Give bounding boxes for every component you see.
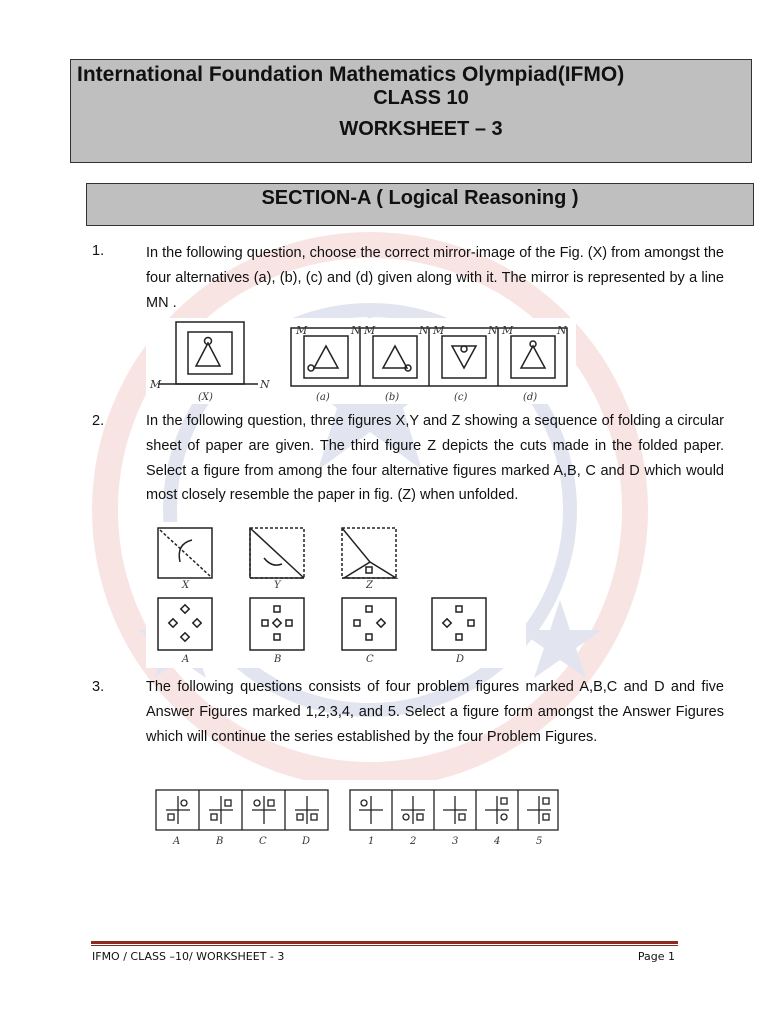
answer-label-1: 1: [368, 836, 375, 847]
olympiad-title: International Foundation Mathematics Olympiad(IFMO): [77, 63, 625, 86]
footer-rule: [91, 941, 678, 944]
figure-label-a: (a): [316, 392, 330, 403]
question-3-number: 3.: [92, 679, 105, 695]
mirror-label-m: M: [150, 378, 162, 391]
option-c-mirror-m: M: [433, 324, 445, 337]
question-3-text: The following questions consists of four problem figures marked A,B,C and D and five Answer Figures marked 1,2,3,4, and 5. Select a figure form amongst the Answer Figures which will continue the series established by the four Problem Figures.: [146, 679, 724, 745]
problem-label-b: B: [216, 836, 224, 847]
fold-label-x: X: [182, 580, 190, 591]
answer-label-2: 2: [410, 836, 417, 847]
figure-label-x: (X): [198, 392, 213, 403]
section-heading: SECTION-A ( Logical Reasoning ): [86, 183, 754, 226]
footer-page-number: Page 1: [637, 950, 675, 963]
fold-label-y: Y: [274, 580, 281, 591]
worksheet-header: [70, 59, 752, 163]
option-d-mirror-m: M: [502, 324, 514, 337]
footer-rule-thin: [91, 945, 678, 946]
answer-label-5: 5: [536, 836, 543, 847]
option-b-mirror-m: M: [364, 324, 376, 337]
option-a-mirror-n: N: [351, 324, 361, 337]
answer-label-3: 3: [452, 836, 459, 847]
answer-label-b: B: [274, 654, 282, 665]
problem-label-d: D: [302, 836, 311, 847]
problem-label-c: C: [259, 836, 267, 847]
question-3-figure: [152, 786, 562, 848]
figure-label-d: (d): [523, 392, 538, 403]
question-2-text: In the following question, three figures X,Y and Z showing a sequence of folding a circular sheet of paper are given. The third figure Z depicts the cuts made in the folded paper. Select a figure from among the four alternative figures marked A,B, C and D which would most closely resemble the paper in fig. (Z) when unfolded.: [146, 413, 724, 504]
question-1-number: 1.: [92, 243, 105, 259]
worksheet-label: WORKSHEET – 3: [339, 118, 503, 140]
question-2-figure: [146, 522, 526, 668]
figure-label-b: (b): [385, 392, 400, 403]
answer-label-a: A: [182, 654, 190, 665]
answer-label-c: C: [366, 654, 374, 665]
question-2-number: 2.: [92, 413, 105, 429]
mirror-label-n: N: [260, 378, 270, 391]
answer-label-d: D: [456, 654, 465, 665]
figure-label-c: (c): [454, 392, 468, 403]
option-b-mirror-n: N: [419, 324, 429, 337]
fold-label-z: Z: [366, 580, 373, 591]
class-label: CLASS 10: [373, 87, 469, 109]
answer-label-4: 4: [494, 836, 501, 847]
question-1-text: In the following question, choose the correct mirror-image of the Fig. (X) from amongst the four alternatives (a), (b), (c) and (d) given along with it. The mirror is represented by a line MN .: [146, 245, 724, 311]
problem-label-a: A: [173, 836, 181, 847]
footer-document-id: IFMO / CLASS –10/ WORKSHEET - 3: [92, 950, 285, 963]
question-1-figure: [146, 318, 576, 404]
option-c-mirror-n: N: [488, 324, 498, 337]
option-a-mirror-m: M: [296, 324, 308, 337]
option-d-mirror-n: N: [557, 324, 567, 337]
